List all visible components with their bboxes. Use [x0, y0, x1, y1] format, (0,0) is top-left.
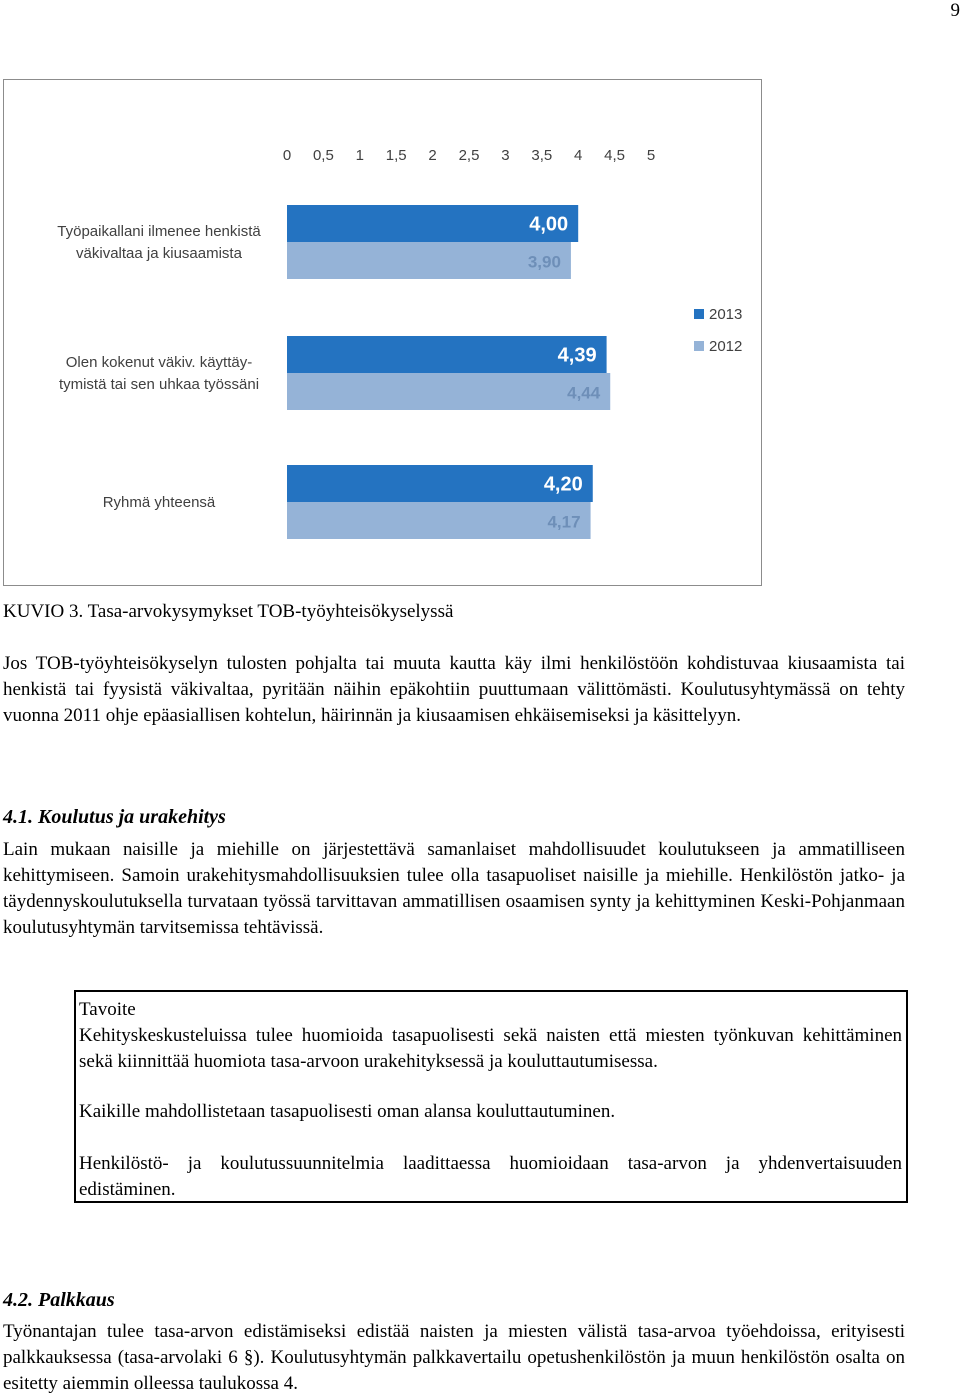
- data-label: 3,90: [527, 252, 561, 272]
- figure-caption: KUVIO 3. Tasa-arvokysymykset TOB-työyhteisökyselyssä: [3, 601, 454, 622]
- section-heading-koulutus: 4.1. Koulutus ja urakehitys: [3, 806, 226, 828]
- bar-chart: [3, 79, 762, 586]
- tick-label: 2: [428, 147, 437, 164]
- tick-label: 0,5: [312, 147, 334, 164]
- data-label: 4,39: [557, 344, 597, 367]
- data-label: 4,44: [567, 383, 601, 403]
- tick-label: 2,5: [458, 147, 480, 164]
- category-label: Ryhmä yhteensä: [102, 494, 216, 511]
- category-label: Olen kokenut väkiv. käyttäy-: [65, 354, 253, 371]
- tick-label: 1,5: [385, 147, 407, 164]
- goal-item: Henkilöstö- ja koulutussuunnitelmia laadittaessa huomioidaan tasa-arvon ja yhdenvertaisuuden edistäminen.: [79, 1153, 902, 1200]
- bar-2012: [287, 502, 591, 539]
- tick-label: 4: [574, 147, 583, 164]
- tick-label: 5: [646, 147, 656, 164]
- category-label: tymistä tai sen uhkaa työssäni: [58, 376, 260, 393]
- legend-swatch-2013: [694, 309, 704, 319]
- category-label: väkivaltaa ja kiusaamista: [76, 245, 242, 262]
- data-label: 4,20: [543, 473, 583, 496]
- data-label: 4,17: [547, 512, 581, 532]
- category-label: Työpaikallani ilmenee henkistä: [57, 223, 261, 240]
- goal-box-title: Tavoite: [79, 999, 136, 1020]
- tick-label: 4,5: [604, 147, 626, 164]
- data-label: 4,00: [529, 213, 569, 236]
- section-heading-palkkaus: 4.2. Palkkaus: [3, 1289, 115, 1311]
- bar-2012: [287, 373, 610, 410]
- intro-paragraph: Jos TOB-työyhteisökyselyn tulosten pohjalta tai muuta kautta käy ilmi henkilöstöön kohdistuvaa kiusaamista tai henkistä tai fyysistä väkivaltaa, pyritään näihin epäkohtiin puuttumaan välittömästi. Koulutusyhtymässä on tehty vuonna 2011 ohje epäasiallisen kohtelun, häirinnän ja kiusaamisen ehkäisemiseksi ja käsittelyyn.: [3, 653, 905, 726]
- goal-item: Kehityskeskusteluissa tulee huomioida tasapuolisesti sekä naisten että miesten työnkuvan kehittäminen sekä kiinnittää huomiota tasa-arvoon urakehityksessä ja kouluttautumisessa.: [79, 1025, 902, 1072]
- chart-canvas: [4, 80, 763, 587]
- legend-label: 2012: [709, 338, 743, 355]
- legend-swatch-2012: [694, 341, 704, 351]
- tick-label: 0: [282, 147, 292, 164]
- section-body-palkkaus: Työnantajan tulee tasa-arvon edistämiseksi edistää naisten ja miesten välistä tasa-arvoa työehdoissa, erityisesti palkkauksessa (tasa-arvolaki 6 §). Koulutusyhtymän palkkavertailu opetushenkilöstön ja muun henkilöstön osalta on esitetty aiemmin olleessa taulukossa 4.: [3, 1321, 905, 1394]
- tick-label: 3,5: [531, 147, 553, 164]
- goal-box: [74, 990, 908, 1203]
- goal-item: Kaikille mahdollistetaan tasapuolisesti oman alansa kouluttautuminen.: [79, 1101, 616, 1122]
- tick-label: 3: [501, 147, 510, 164]
- tick-label: 1: [355, 147, 364, 164]
- page-number: 9: [950, 0, 960, 21]
- section-body-koulutus: Lain mukaan naisille ja miehille on järjestettävä samanlaiset mahdollisuudet koulutukseen ja ammatilliseen kehittymiseen. Samoin urakehitysmahdollisuuksien tulee olla tasapuoliset naisille ja miehille. Henkilöstön jatko- ja täydennyskoulutuksella turvataan työssä tarvittavan ammatillisen osaamisen synty ja kehittyminen Keski-Pohjanmaan koulutusyhtymän tarvitsemissa tehtävissä.: [3, 839, 905, 938]
- legend-label: 2013: [709, 306, 743, 323]
